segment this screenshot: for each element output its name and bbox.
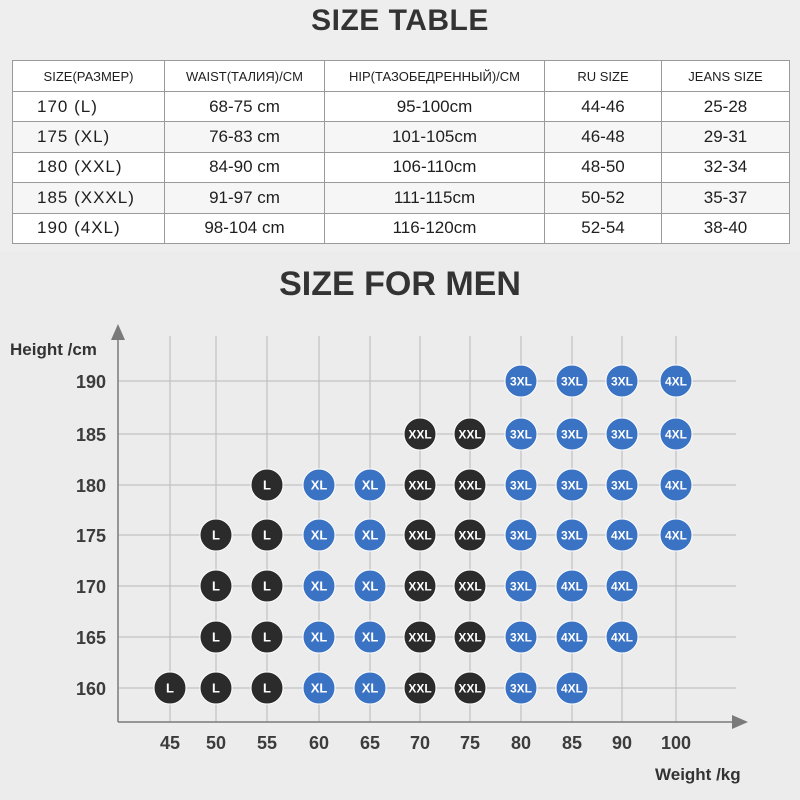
x-axis-title: Weight /kg	[655, 765, 741, 784]
cell-ru-size: 52-54	[545, 213, 662, 243]
size-point	[606, 365, 638, 397]
size-point-label: L	[263, 629, 271, 645]
size-point-label: XL	[310, 578, 328, 594]
size-point-label: XXL	[408, 478, 432, 493]
size-point-label: 4XL	[664, 427, 688, 442]
y-tick-label: 180	[75, 476, 106, 496]
cell-size: 180 (XXL)	[13, 152, 165, 182]
y-axis-arrow-icon	[111, 324, 125, 340]
cell-waist: 98-104 cm	[165, 213, 325, 243]
size-point-label: 3XL	[509, 374, 533, 389]
size-point-label: 3XL	[610, 427, 634, 442]
cell-jeans-size: 25-28	[662, 92, 790, 122]
size-point-label: 3XL	[509, 478, 533, 493]
size-point	[303, 672, 335, 704]
x-tick-label: 70	[409, 733, 431, 753]
size-point	[556, 621, 588, 653]
y-tick-label: 175	[75, 526, 106, 546]
cell-waist: 84-90 cm	[165, 152, 325, 182]
size-point	[556, 418, 588, 450]
cell-waist: 91-97 cm	[165, 183, 325, 213]
y-tick-label: 185	[75, 425, 106, 445]
size-point	[556, 519, 588, 551]
size-point-label: XL	[361, 527, 379, 543]
x-axis-arrow-icon	[732, 715, 748, 729]
size-point	[303, 519, 335, 551]
size-point-label: L	[263, 527, 271, 543]
size-point	[660, 365, 692, 397]
cell-hip: 101-105cm	[325, 122, 545, 152]
size-point	[556, 570, 588, 602]
x-tick-label: 45	[159, 733, 181, 753]
cell-size: 185 (XXXL)	[13, 183, 165, 213]
size-point-label: L	[263, 578, 271, 594]
size-point-label: 3XL	[509, 427, 533, 442]
size-point	[505, 365, 537, 397]
cell-ru-size: 44-46	[545, 92, 662, 122]
size-point-label: XL	[310, 477, 328, 493]
x-tick-label: 55	[256, 733, 278, 753]
size-point-label: XXL	[458, 681, 482, 696]
size-point-label: 3XL	[509, 579, 533, 594]
x-tick-label: 80	[510, 733, 532, 753]
size-point-label: 4XL	[664, 478, 688, 493]
table-title: SIZE TABLE	[311, 4, 489, 37]
size-point	[505, 469, 537, 501]
size-point	[200, 570, 232, 602]
size-point	[606, 418, 638, 450]
size-point-label: XXL	[408, 630, 432, 645]
size-point-label: XL	[361, 680, 379, 696]
size-point	[154, 672, 186, 704]
size-point	[454, 519, 486, 551]
cell-jeans-size: 38-40	[662, 213, 790, 243]
size-point	[454, 418, 486, 450]
size-point-label: XXL	[408, 427, 432, 442]
size-point-label: XXL	[458, 579, 482, 594]
size-point	[505, 570, 537, 602]
size-point	[454, 469, 486, 501]
size-point	[660, 418, 692, 450]
size-point	[200, 519, 232, 551]
size-point-label: XL	[310, 527, 328, 543]
size-point-label: XXL	[458, 528, 482, 543]
header-size: SIZE(РАЗМЕР)	[13, 61, 165, 92]
size-point-label: 3XL	[560, 528, 584, 543]
size-point	[556, 469, 588, 501]
size-point	[505, 418, 537, 450]
size-point	[354, 672, 386, 704]
size-point	[200, 621, 232, 653]
header-ru-size: RU SIZE	[545, 61, 662, 92]
size-point-label: 4XL	[610, 630, 634, 645]
size-point-label: L	[263, 680, 271, 696]
cell-jeans-size: 29-31	[662, 122, 790, 152]
size-point	[354, 621, 386, 653]
size-point	[354, 469, 386, 501]
size-point	[606, 469, 638, 501]
size-point-label: XXL	[408, 681, 432, 696]
size-point	[354, 570, 386, 602]
size-point	[660, 469, 692, 501]
size-point-label: L	[166, 680, 174, 696]
size-point-label: XXL	[458, 427, 482, 442]
size-point-label: XL	[361, 477, 379, 493]
size-point	[454, 672, 486, 704]
cell-waist: 68-75 cm	[165, 92, 325, 122]
size-point-label: 3XL	[509, 681, 533, 696]
cell-jeans-size: 32-34	[662, 152, 790, 182]
size-point-label: 4XL	[610, 528, 634, 543]
size-point	[404, 570, 436, 602]
size-point-label: XL	[310, 680, 328, 696]
x-tick-label: 60	[308, 733, 330, 753]
size-point	[251, 621, 283, 653]
size-point	[606, 519, 638, 551]
size-point	[660, 519, 692, 551]
size-point	[251, 519, 283, 551]
cell-waist: 76-83 cm	[165, 122, 325, 152]
size-point	[454, 570, 486, 602]
cell-jeans-size: 35-37	[662, 183, 790, 213]
cell-size: 175 (XL)	[13, 122, 165, 152]
cell-size: 190 (4XL)	[13, 213, 165, 243]
size-point	[404, 621, 436, 653]
size-point-label: XL	[361, 578, 379, 594]
size-point	[354, 519, 386, 551]
size-point-label: 3XL	[610, 478, 634, 493]
size-point	[505, 672, 537, 704]
size-point	[606, 570, 638, 602]
y-tick-label: 170	[75, 577, 106, 597]
size-point-label: 4XL	[664, 374, 688, 389]
size-point	[251, 469, 283, 501]
cell-hip: 106-110cm	[325, 152, 545, 182]
cell-ru-size: 50-52	[545, 183, 662, 213]
size-point-label: L	[212, 527, 220, 543]
size-point-label: XXL	[408, 528, 432, 543]
size-point-label: L	[212, 578, 220, 594]
size-point-label: XXL	[458, 630, 482, 645]
size-point-label: 3XL	[560, 427, 584, 442]
y-tick-label: 165	[75, 628, 106, 648]
size-point-label: 4XL	[610, 579, 634, 594]
y-tick-label: 160	[75, 679, 106, 699]
size-point-label: 3XL	[509, 528, 533, 543]
size-point	[200, 672, 232, 704]
size-point	[404, 519, 436, 551]
size-point	[556, 672, 588, 704]
cell-hip: 116-120cm	[325, 213, 545, 243]
size-point-label: 4XL	[560, 681, 584, 696]
size-point	[404, 672, 436, 704]
size-point-label: L	[263, 477, 271, 493]
size-point	[454, 621, 486, 653]
size-point	[251, 672, 283, 704]
size-point	[404, 418, 436, 450]
cell-hip: 111-115cm	[325, 183, 545, 213]
size-point-label: 3XL	[560, 478, 584, 493]
size-point	[505, 621, 537, 653]
size-point-label: XXL	[408, 579, 432, 594]
x-tick-label: 75	[459, 733, 481, 753]
x-tick-label: 90	[611, 733, 633, 753]
size-point	[303, 469, 335, 501]
y-axis-title: Height /cm	[10, 340, 97, 359]
size-point	[303, 621, 335, 653]
y-tick-label: 190	[75, 372, 106, 392]
x-tick-label: 85	[561, 733, 583, 753]
x-tick-label: 65	[359, 733, 381, 753]
size-point	[505, 519, 537, 551]
size-point-label: 3XL	[610, 374, 634, 389]
size-point	[303, 570, 335, 602]
size-point	[556, 365, 588, 397]
size-point-label: L	[212, 680, 220, 696]
header-jeans-size: JEANS SIZE	[662, 61, 790, 92]
size-point-label: XL	[310, 629, 328, 645]
size-point	[606, 621, 638, 653]
x-tick-label: 100	[660, 733, 692, 753]
size-point-label: 3XL	[509, 630, 533, 645]
size-point-label: 4XL	[560, 579, 584, 594]
size-point	[251, 570, 283, 602]
size-point-label: 4XL	[664, 528, 688, 543]
cell-size: 170 (L)	[13, 92, 165, 122]
header-hip: HIP(ТАЗОБЕДРЕННЫЙ)/CM	[325, 61, 545, 92]
cell-hip: 95-100cm	[325, 92, 545, 122]
size-point-label: XXL	[458, 478, 482, 493]
size-point-label: 3XL	[560, 374, 584, 389]
size-point-label: 4XL	[560, 630, 584, 645]
x-tick-label: 50	[205, 733, 227, 753]
chart-title: SIZE FOR MEN	[279, 265, 521, 303]
size-point-label: L	[212, 629, 220, 645]
header-waist: WAIST(ТАЛИЯ)/CM	[165, 61, 325, 92]
size-point-label: XL	[361, 629, 379, 645]
cell-ru-size: 48-50	[545, 152, 662, 182]
cell-ru-size: 46-48	[545, 122, 662, 152]
size-point	[404, 469, 436, 501]
